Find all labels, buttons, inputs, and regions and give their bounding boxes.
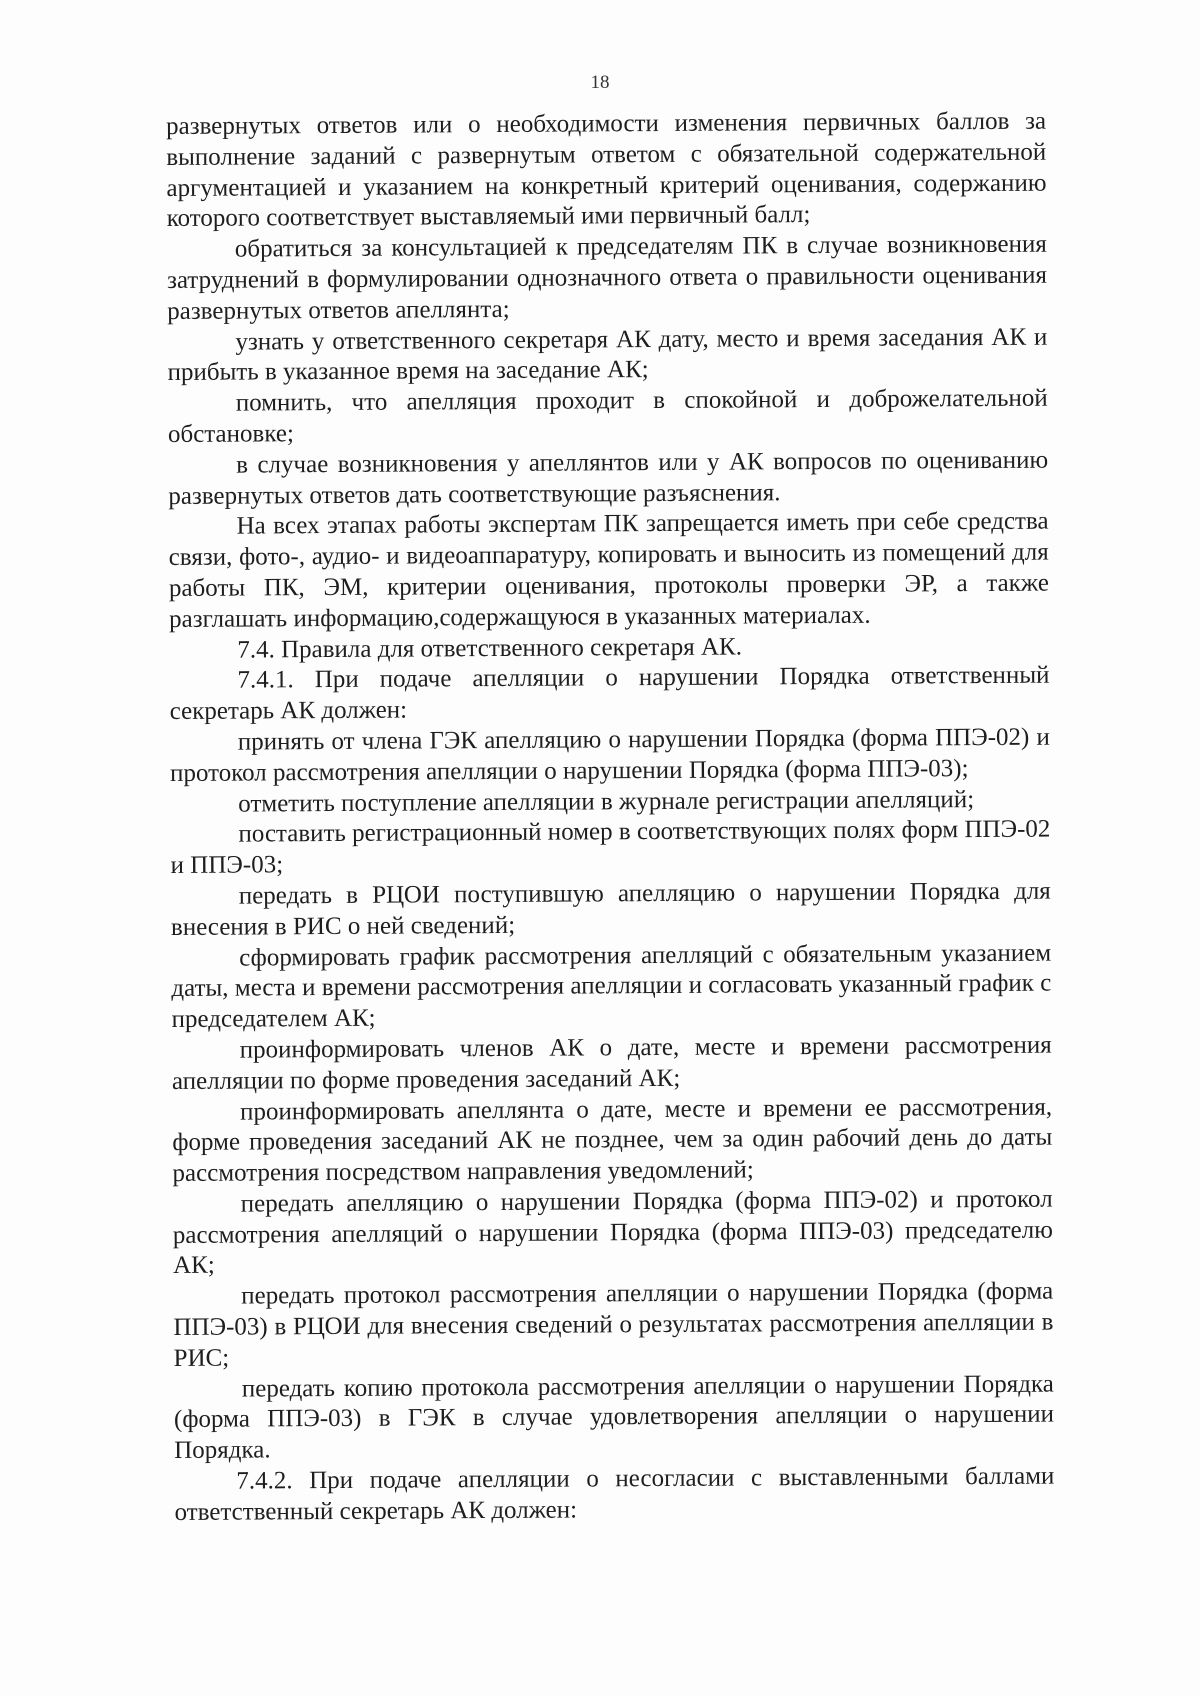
paragraph-inform-members: проинформировать членов АК о дате, месте и времени рассмотрения апелляции по форме проведения заседаний АК;	[171, 1031, 1052, 1095]
paragraph-learn-date: узнать у ответственного секретаря АК дату, место и время заседания АК и прибыть в указанное время на заседание АК;	[167, 323, 1048, 387]
paragraph-inform-appellant: проинформировать апеллянта о дате, месте и времени ее рассмотрения, форме проведения заседаний АК не позднее, чем за один рабочий день до даты рассмотрения посредством направления уведомлений;	[172, 1093, 1053, 1188]
paragraph-register-journal: отметить поступление апелляции в журнале регистрации апелляций;	[238, 785, 975, 818]
paragraph-prohibitions: На всех этапах работы экспертам ПК запрещается иметь при себе средства связи, фото-, аудио- и видеоаппаратуру, копировать и выносить из помещений для работы ПК, ЭМ, критерии оценивания, протоколы проверки ЭР, а также разглашать информацию,содержащуюся в указанных материалах.	[168, 507, 1049, 633]
paragraph-registration-number: поставить регистрационный номер в соответствующих полях форм ППЭ-02 и ППЭ-03;	[170, 815, 1051, 880]
section-heading-7-4-1: 7.4.1. При подаче апелляции о нарушении Порядка ответственный секретарь АК должен:	[169, 661, 1050, 726]
paragraph-calm-atmosphere: помнить, что апелляция проходит в спокойной и доброжелательной обстановке;	[167, 384, 1048, 448]
paragraph-accept-appeal: принять от члена ГЭК апелляцию о нарушении Порядка (форма ППЭ-02) и протокол рассмотрения апелляции о нарушении Порядка (форма ППЭ-03);	[169, 723, 1050, 787]
page-number: 18	[590, 72, 610, 93]
document-body	[166, 107, 1055, 1529]
paragraph-transfer-chair: передать апелляцию о нарушении Порядка (форма ППЭ-02) и протокол рассмотрения апелляций о нарушении Порядка (форма ППЭ-03) председателю АК;	[172, 1185, 1053, 1280]
paragraph-continuation: развернутых ответов или о необходимости изменения первичных баллов за выполнение заданий с развернутым ответом с обязательной содержательной аргументацией и указанием на конкретный критерий оценивания, содержанию которого соответствует выставляемый ими первичный балл;	[166, 107, 1047, 233]
paragraph-transfer-protocol: передать протокол рассмотрения апелляции о нарушении Порядка (форма ППЭ-03) в РЦОИ для внесения сведений о результатах рассмотрения апелляции в РИС;	[173, 1277, 1054, 1372]
paragraph-explanations: в случае возникновения у апеллянтов или у АК вопросов по оцениванию развернутых ответов дать соответствующие разъяснения.	[168, 446, 1049, 510]
section-heading-7-4-2: 7.4.2. При подаче апелляции о несогласии с выставленными баллами ответственный секретарь АК должен:	[174, 1462, 1055, 1526]
paragraph-transfer-copy: передать копию протокола рассмотрения апелляции о нарушении Порядка (форма ППЭ-03) в ГЭК в случае удовлетворения апелляции о нарушении Порядка.	[173, 1370, 1055, 1465]
paragraph-transfer-rcoi: передать в РЦОИ поступившую апелляцию о нарушении Порядка для внесения в РИС о ней сведений;	[170, 877, 1051, 941]
section-heading-7-4: 7.4. Правила для ответственного секретаря АК.	[237, 633, 742, 664]
paragraph-consult-chairs: обратиться за консультацией к председателям ПК в случае возникновения затруднений в формулировании однозначного ответа о правильности оценивания развернутых ответов апеллянта;	[166, 230, 1048, 325]
paragraph-schedule: сформировать график рассмотрения апелляций с обязательным указанием даты, места и времени рассмотрения апелляции и согласовать указанный график с председателем АК;	[171, 939, 1052, 1034]
